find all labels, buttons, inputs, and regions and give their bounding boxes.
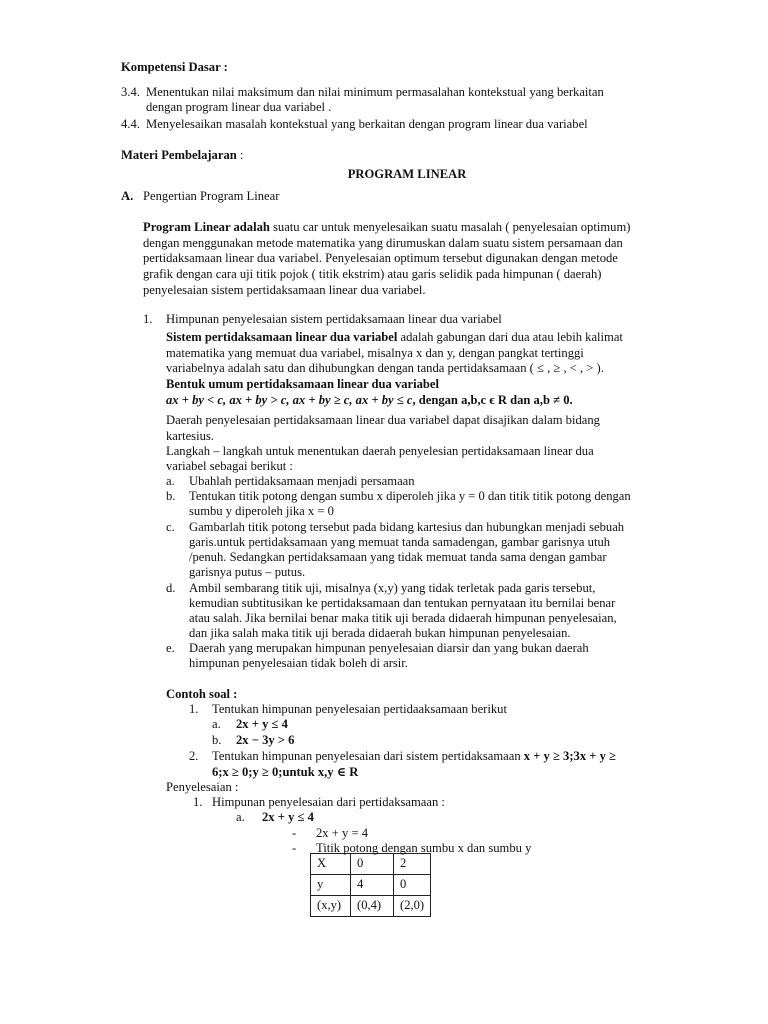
- table-cell: (0,4): [351, 896, 394, 917]
- bentuk-formula: ax + by < c, ax + by > c, ax + by ≥ c, ax + by ≤ c: [166, 393, 413, 407]
- system-line2: matematika yang memuat dua variabel, misalnya x dan y, dengan pangkat tertinggi: [166, 346, 584, 360]
- q2-text: Tentukan himpunan penyelesaian dari sistem pertidaksamaan: [212, 749, 521, 763]
- step-c-line1: Gambarlah titik potong tersebut pada bidang kartesius dan hubungkan menjadi sebuah: [189, 520, 625, 534]
- definition-text1: suatu car untuk menyelesaikan suatu masalah ( penyelesaian optimum): [269, 220, 631, 234]
- materi-heading: Materi Pembelajaran: [121, 148, 237, 162]
- table-row: [311, 875, 431, 896]
- definition-line4: grafik dengan cara uji titik pojok ( titik ekstrim) atau garis selidik pada himpunan ( daerah): [143, 267, 602, 281]
- definition-line1: [143, 219, 630, 235]
- kd1-number: 3.4.: [121, 85, 140, 99]
- step-a-label: a.: [166, 474, 175, 488]
- step-d-line4: dan jika salah maka titik uji berada didaerah bukan himpunan penyelesaian.: [189, 626, 571, 640]
- page-title: PROGRAM LINEAR: [347, 167, 467, 181]
- bentuk-condition: , dengan a,b,c ϵ R dan a,b ≠ 0.: [412, 393, 573, 407]
- q1a-expression: 2x + y ≤ 4: [236, 717, 288, 731]
- table-row: [311, 854, 431, 875]
- q1b-label: b.: [212, 733, 222, 747]
- intercept-table: [310, 853, 431, 917]
- step-c-line2: garis.untuk pertidaksamaan yang memuat tanda samadengan, gambar garisnya utuh: [189, 535, 611, 549]
- table-cell: 0: [394, 875, 431, 896]
- table-row: [311, 896, 431, 917]
- dash2-text: Titik potong dengan sumbu x dan sumbu y: [316, 841, 532, 855]
- definition-line2: dengan menggunakan metode matematika yang dirumuskan dalam suatu sistem persamaan dan: [143, 236, 623, 250]
- section-a-label: A.: [121, 189, 134, 203]
- step-a-line1: Ubahlah pertidaksamaan menjadi persamaan: [189, 474, 415, 488]
- step-e-label: e.: [166, 641, 175, 655]
- p1-number: 1.: [193, 795, 203, 809]
- kd1-line1: Menentukan nilai maksimum dan nilai minimum permasalahan kontekstual yang berkaitan: [146, 85, 604, 99]
- step-c-line3: /penuh. Sedangkan pertidaksamaan yang tidak memuat tanda sama dengan gambar: [189, 550, 607, 564]
- table-cell: (2,0): [394, 896, 431, 917]
- dash1-text: 2x + y = 4: [316, 826, 368, 840]
- table-cell: 0: [351, 854, 394, 875]
- step-d-line1: Ambil sembarang titik uji, misalnya (x,y) yang tidak terletak pada garis tersebut,: [189, 581, 596, 595]
- system-line1: [166, 329, 623, 345]
- contoh-heading: Contoh soal :: [166, 687, 238, 701]
- materi-heading-line: [121, 147, 243, 163]
- kd2-number: 4.4.: [121, 117, 140, 131]
- sub1-number: 1.: [143, 312, 153, 326]
- step-b-line2: sumbu y diperoleh jika x = 0: [189, 504, 334, 518]
- table-cell: X: [311, 854, 351, 875]
- system-line3: variabelnya adalah satu dan dihubungkan dengan tanda pertidaksamaan ( ≤ , ≥ , < , > ).: [166, 361, 604, 375]
- q2-expression1: x + y ≥ 3;3x + y ≥: [520, 749, 616, 763]
- q1-text: Tentukan himpunan penyelesaian pertidaaksamaan berikut: [212, 702, 507, 716]
- dash2: -: [292, 841, 297, 855]
- table-cell: (x,y): [311, 896, 351, 917]
- q1a-label: a.: [212, 717, 221, 731]
- table-cell: 4: [351, 875, 394, 896]
- definition-line5: penyelesaian sistem pertidaksamaan linear dua variabel.: [143, 283, 426, 297]
- dash1: -: [292, 826, 297, 840]
- step-d-label: d.: [166, 581, 176, 595]
- kd2-text: Menyelesaikan masalah kontekstual yang berkaitan dengan program linear dua variabel: [146, 117, 588, 131]
- step-b-label: b.: [166, 489, 176, 503]
- materi-colon: :: [236, 148, 244, 162]
- q2-expression2: 6;x ≥ 0;y ≥ 0;untuk x,y ∈ R: [212, 765, 359, 779]
- daerah-line1: Daerah penyelesaian pertidaksamaan linear dua variabel dapat disajikan dalam bidang: [166, 413, 600, 427]
- pa-expression: 2x + y ≤ 4: [262, 810, 314, 824]
- bentuk-formula-line: [166, 392, 573, 408]
- daerah-line2: kartesius.: [166, 429, 214, 443]
- sub1-title: Himpunan penyelesaian sistem pertidaksamaan linear dua variabel: [166, 312, 502, 326]
- table-cell: y: [311, 875, 351, 896]
- bentuk-heading: Bentuk umum pertidaksamaan linear dua variabel: [166, 377, 440, 391]
- section-a-title: Pengertian Program Linear: [143, 189, 280, 203]
- definition-term: Program Linear adalah: [143, 220, 270, 234]
- p1-text: Himpunan penyelesaian dari pertidaksamaan :: [212, 795, 445, 809]
- q1-number: 1.: [189, 702, 199, 716]
- langkah-line1: Langkah – langkah untuk menentukan daerah penyelesian pertidaksamaan linear dua: [166, 444, 594, 458]
- langkah-line2: variabel sebagai berikut :: [166, 459, 293, 473]
- pa-label: a.: [236, 810, 245, 824]
- q2-line1: [212, 748, 616, 764]
- step-b-line1: Tentukan titik potong dengan sumbu x diperoleh jika y = 0 dan titik titik potong dengan: [189, 489, 631, 503]
- penyelesaian-heading: Penyelesaian :: [166, 780, 239, 794]
- kompetensi-heading: Kompetensi Dasar :: [121, 60, 228, 74]
- step-e-line2: himpunan penyelesaian tidak boleh di arsir.: [189, 656, 408, 670]
- table-cell: 2: [394, 854, 431, 875]
- step-c-label: c.: [166, 520, 175, 534]
- step-d-line3: atau salah. Jika bernilai benar maka titik uji berada didaerah himpunan penyelesaian,: [189, 611, 617, 625]
- q2-number: 2.: [189, 749, 199, 763]
- step-e-line1: Daerah yang merupakan himpunan penyelesaian diarsir dan yang bukan daerah: [189, 641, 589, 655]
- system-term: Sistem pertidaksamaan linear dua variabel: [166, 330, 398, 344]
- system-text1: adalah gabungan dari dua atau lebih kalimat: [397, 330, 623, 344]
- kd1-line2: dengan program linear dua variabel .: [146, 100, 332, 114]
- step-d-line2: kemudian subtitusikan ke pertidaksamaan dan tentukan pernyataan itu bernilai benar: [189, 596, 616, 610]
- q1b-expression: 2x − 3y > 6: [236, 733, 295, 747]
- step-c-line4: garisnya putus – putus.: [189, 565, 306, 579]
- definition-line3: pertidaksamaan linear dua variabel. Penyelesaian optimum tersebut digunakan dengan metode: [143, 251, 618, 265]
